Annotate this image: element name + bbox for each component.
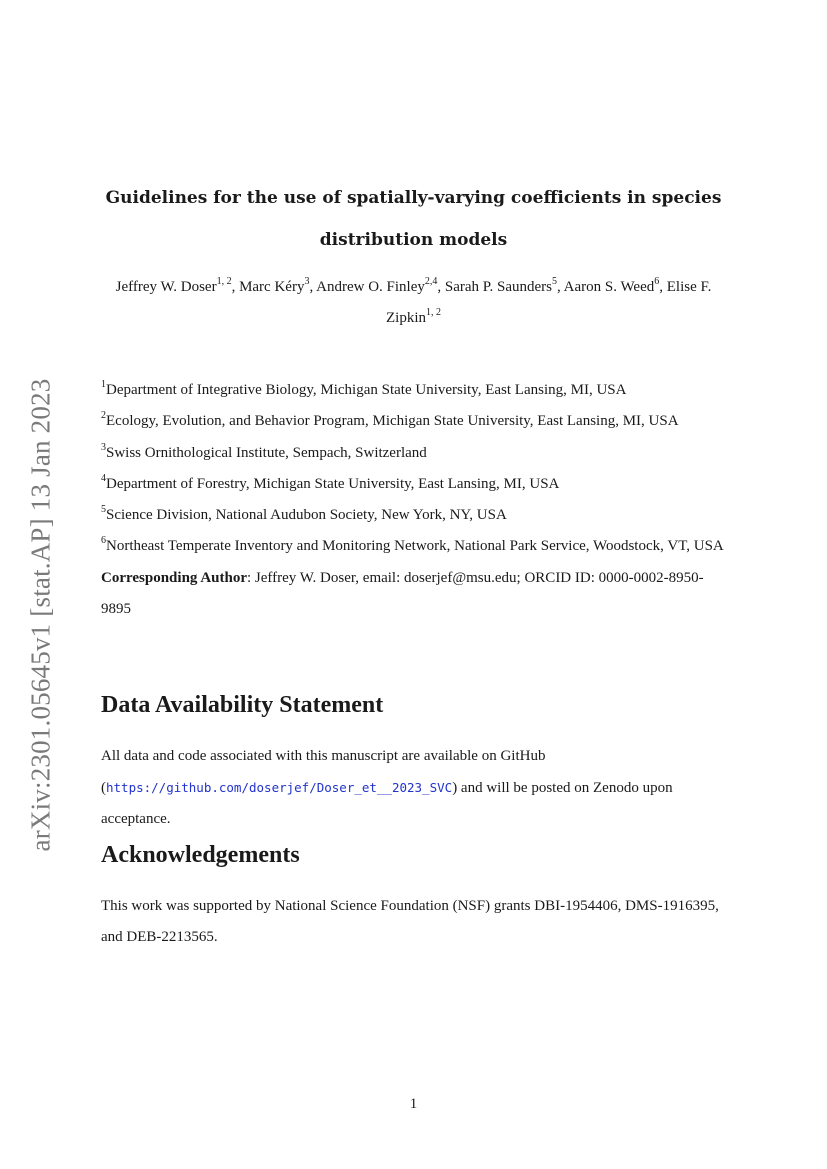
author-0: Jeffrey W. Doser$^{1, 2}$,: [115, 276, 240, 295]
author-2: Andrew O. Finley$^{2,4}$,: [316, 276, 445, 295]
affiliation-1: $^1$Department of Integrative Biology, Michigan State University, East Lansing, MI, USA: [101, 379, 627, 398]
acknowledgements-heading: Acknowledgements: [101, 842, 300, 868]
affiliation-2: $^2$Ecology, Evolution, and Behavior Program, Michigan State University, East Lansing, MI, USA: [101, 410, 679, 430]
affiliation-5: $^5$Science Division, National Audubon Society, New York, NY, USA: [101, 504, 507, 524]
affiliation-6: $^6$Northeast Temperate Inventory and Monitoring Network, National Park Service, Woodstock, VT, USA: [101, 535, 724, 555]
arxiv-stamp: arXiv:2301.05645v1 [stat.AP] 13 Jan 2023: [25, 378, 56, 852]
author-list: [95, 272, 732, 334]
acknowledgements-text: This work was supported by National Science Foundation (NSF) grants DBI-1954406, DMS-1916395, and DEB-2213565.: [101, 898, 719, 945]
paper-title: Guidelines for the use of spatially-varying coefficients in species distribution models: [105, 188, 722, 250]
data-availability-text: All data and code associated with this manuscript are available on GitHub (https://github.com/doserjef/Doser_et__2023_SVC) and will be posted on Zenodo upon acceptance.: [101, 748, 673, 827]
author-5: Elise F. Zipkin$^{1, 2}$: [386, 279, 712, 326]
affiliations: [101, 375, 731, 625]
github-link[interactable]: https://github.com/doserjef/Doser_et__2023_SVC: [106, 780, 453, 795]
author-1: Marc Kéry$^3$,: [239, 276, 317, 295]
affiliation-3: $^3$Swiss Ornithological Institute, Sempach, Switzerland: [101, 441, 427, 461]
data-availability-heading: Data Availability Statement: [101, 692, 384, 718]
author-3: Sarah P. Saunders$^5$,: [444, 276, 564, 295]
corresponding-author: Corresponding Author: Jeffrey W. Doser, email: doserjef@msu.edu; ORCID ID: 0000-0002-8950-9895: [101, 569, 704, 618]
page-number: 1: [409, 1096, 418, 1112]
affiliation-4: $^4$Department of Forestry, Michigan State University, East Lansing, MI, USA: [101, 472, 560, 492]
author-4: Aaron S. Weed$^6$,: [563, 276, 667, 295]
